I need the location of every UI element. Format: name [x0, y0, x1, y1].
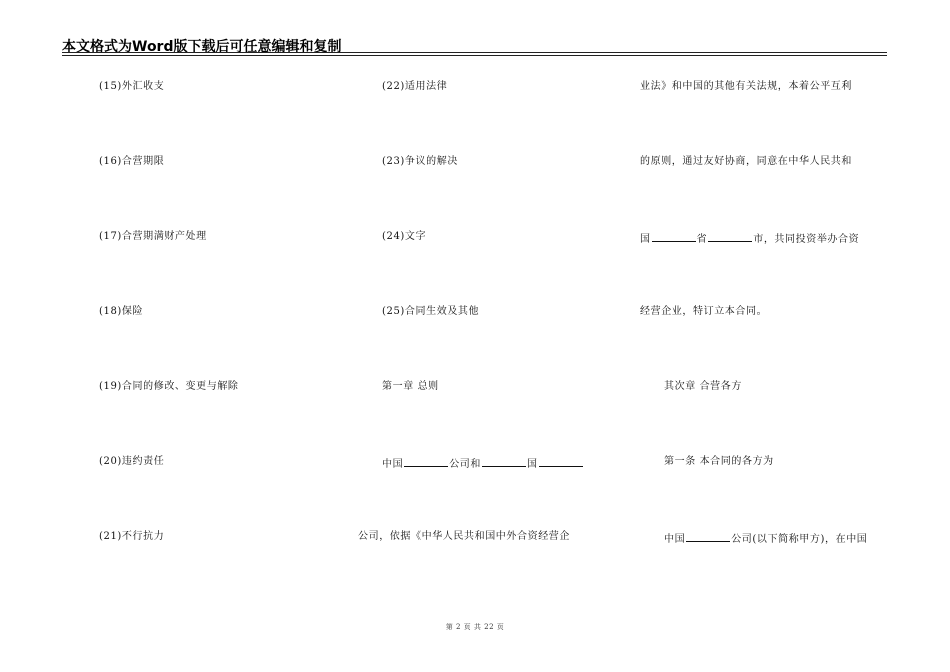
toc-item-21: (21)不行抗力	[99, 531, 165, 542]
blank-field	[708, 231, 752, 242]
total-pages: 22	[484, 623, 495, 631]
toc-item-23: (23)争议的解决	[382, 156, 458, 167]
body-text-line: 业法》和中国的其他有关法规，本着公平互利	[640, 81, 852, 92]
article-1-heading: 第一条 本合同的各方为	[664, 456, 774, 467]
document-header-title: 本文格式为Word版下载后可任意编辑和复制	[62, 39, 342, 55]
blank-field	[482, 456, 526, 467]
body-text-line: 经营企业，特订立本合同。	[640, 306, 768, 317]
chapter-1-heading: 第一章 总则	[382, 381, 439, 392]
party-a-fill-line: 中国 公司(以下简称甲方)，在中国	[664, 531, 867, 546]
toc-item-16: (16)合营期限	[99, 156, 165, 167]
body-text-line: 的原则，通过友好协商，同意在中华人民共和	[640, 156, 852, 167]
location-fill-line: 国 省 市，共同投资举办合资	[640, 231, 859, 246]
toc-item-22: (22)适用法律	[382, 81, 448, 92]
body-text-line: 公司，依据《中华人民共和国中外合资经营企	[358, 531, 570, 542]
blank-field	[652, 231, 696, 242]
chapter-2-heading: 其次章 合营各方	[664, 381, 742, 392]
blank-field	[539, 456, 583, 467]
toc-item-24: (24)文字	[382, 231, 427, 242]
current-page: 2	[455, 623, 461, 631]
header-rule-bottom	[62, 55, 887, 56]
blank-field	[404, 456, 448, 467]
toc-item-18: (18)保险	[99, 306, 144, 317]
toc-item-25: (25)合同生效及其他	[382, 306, 480, 317]
toc-item-15: (15)外汇收支	[99, 81, 165, 92]
page-number-footer: 第 2 页 共 22 页	[445, 623, 505, 631]
parties-fill-line: 中国 公司和 国	[382, 456, 584, 471]
header-rule-top	[62, 52, 887, 53]
toc-item-19: (19)合同的修改、变更与解除	[99, 381, 239, 392]
toc-item-17: (17)合营期满财产处理	[99, 231, 207, 242]
blank-field	[686, 531, 730, 542]
toc-item-20: (20)违约责任	[99, 456, 165, 467]
